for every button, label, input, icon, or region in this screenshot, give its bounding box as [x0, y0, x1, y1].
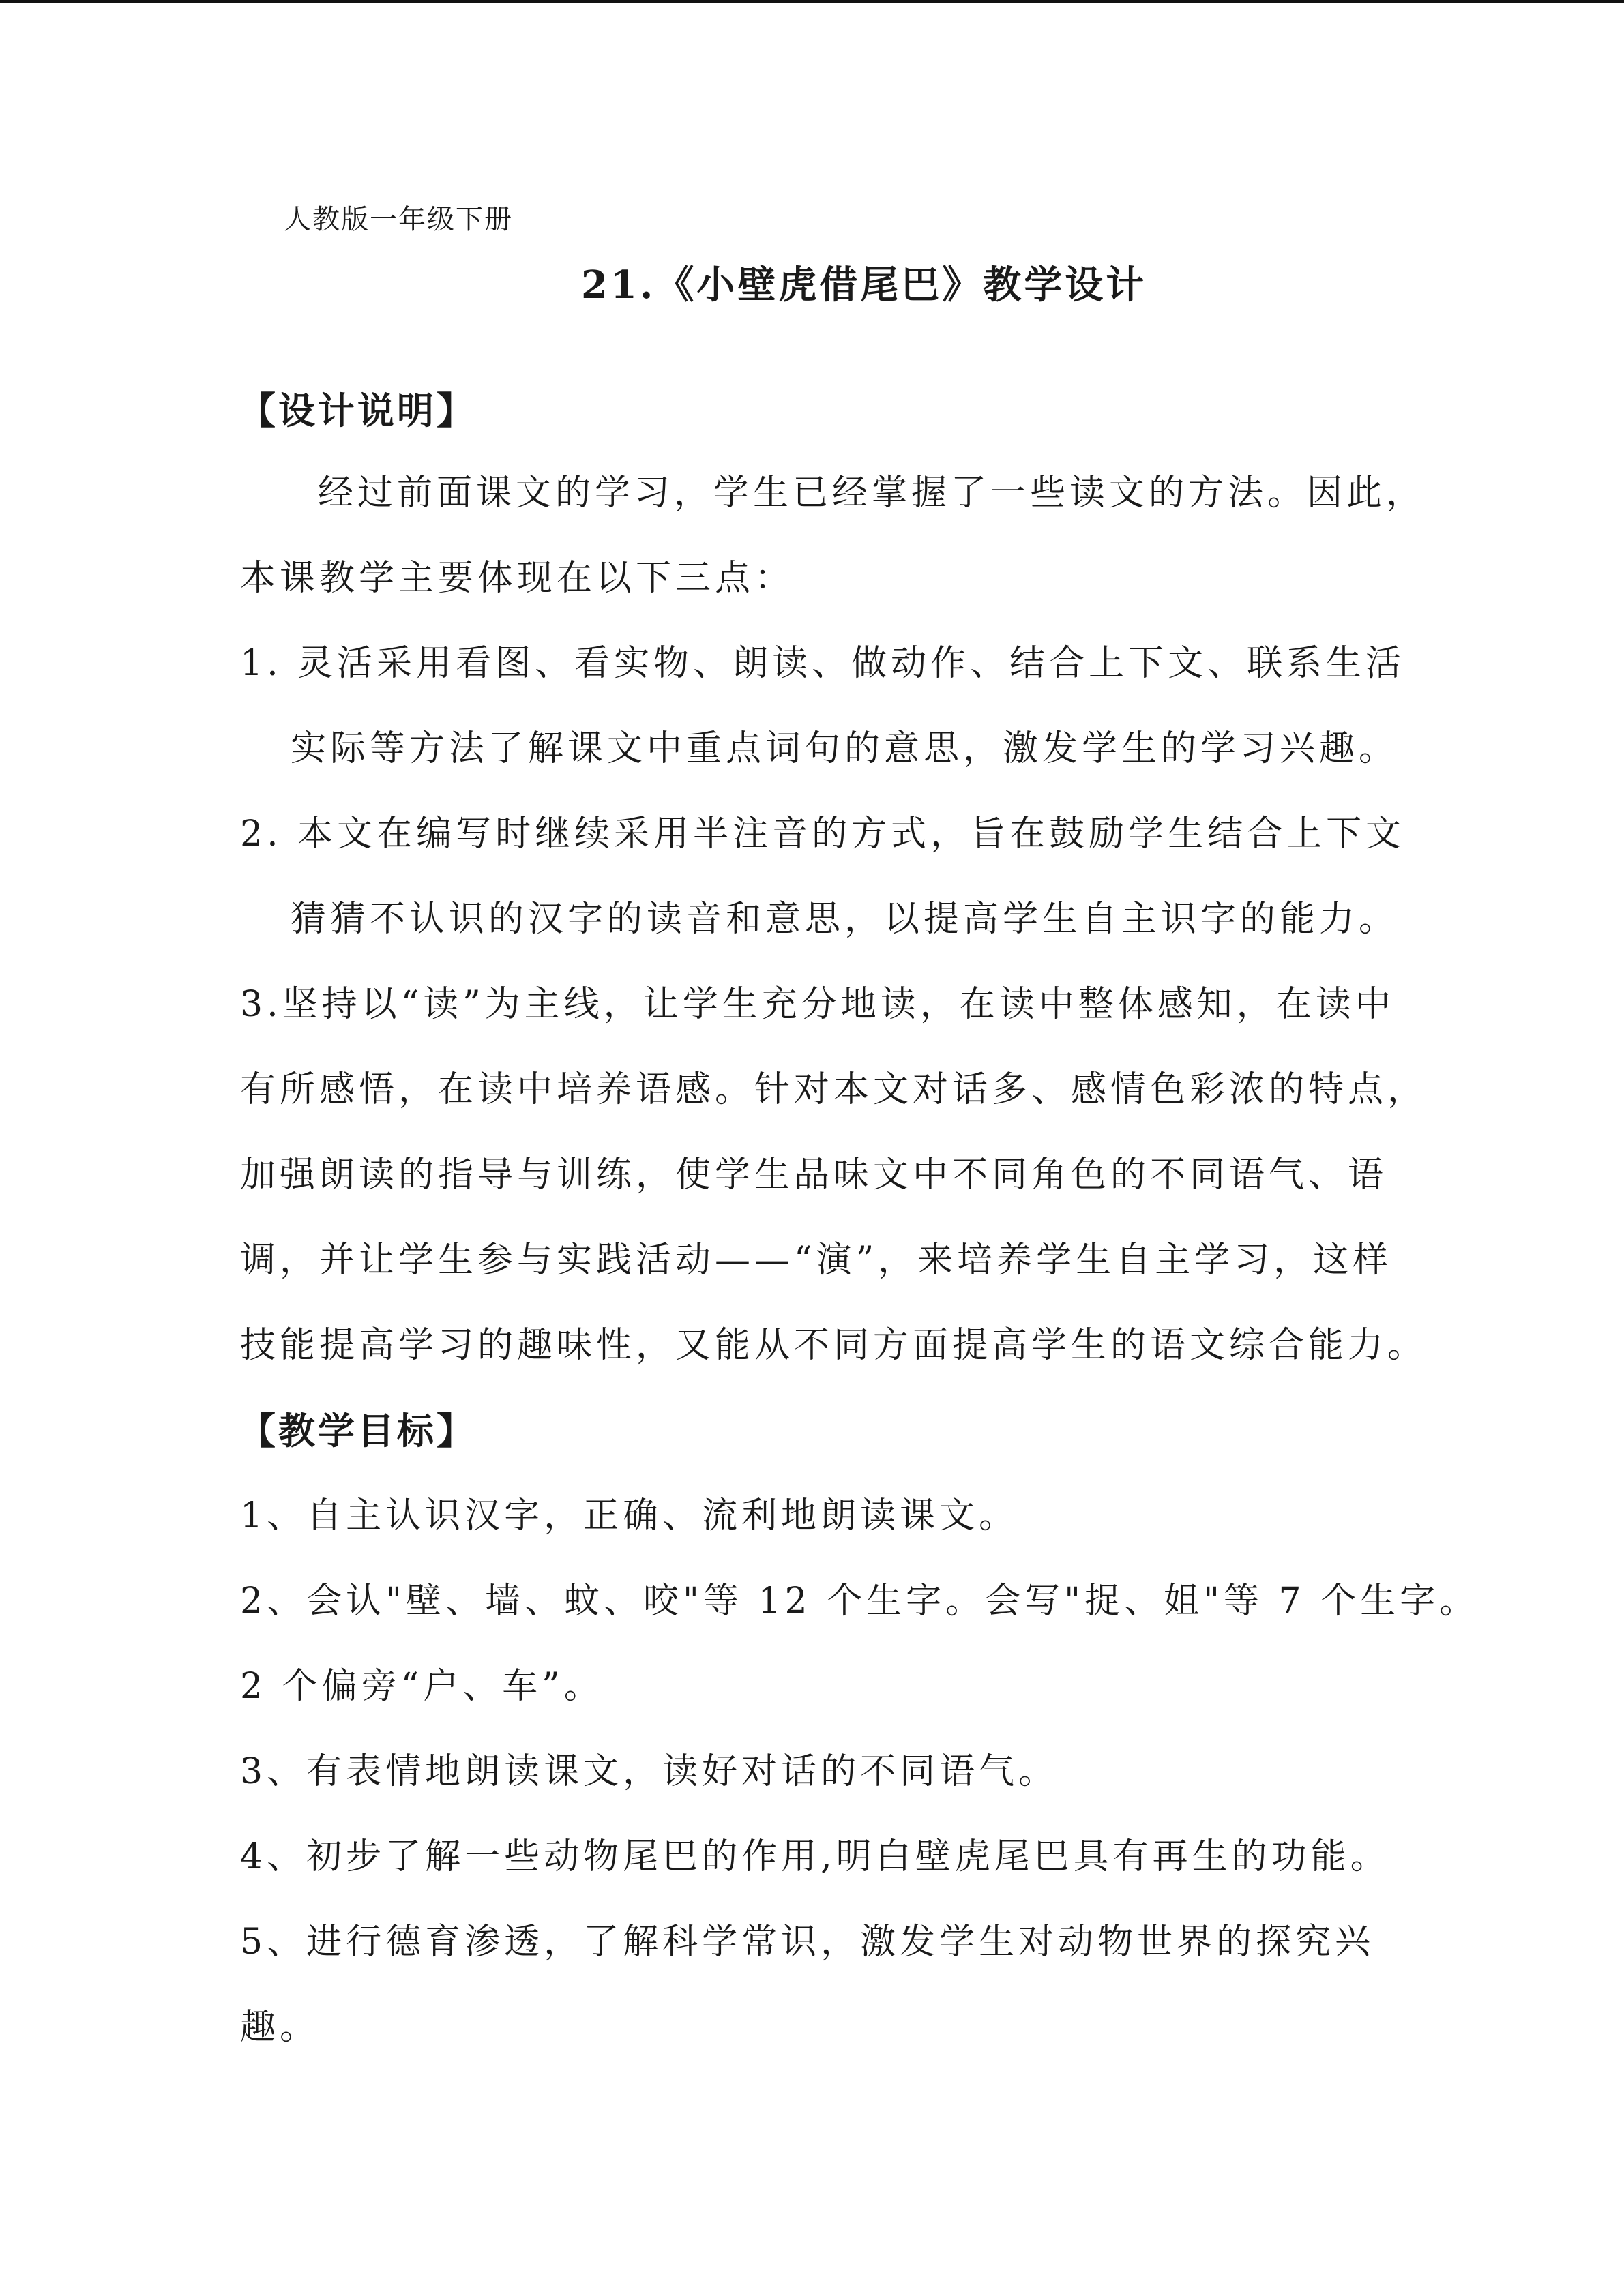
point-3-line-2: 有所感悟，在读中培养语感。针对本文对话多、感情色彩浓的特点，: [240, 1069, 1428, 1110]
point-2-line-2: 猜猜不认识的汉字的读音和意思，以提高学生自主识字的能力。: [291, 899, 1399, 940]
point-1-line-2: 实际等方法了解课文中重点词句的意思，激发学生的学习兴趣。: [291, 728, 1399, 769]
intro-line-2: 本课教学主要体现在以下三点：: [240, 558, 795, 599]
point-3-line-4: 调，并让学生参与实践活动——“演”，来培养学生自主学习，这样: [240, 1240, 1393, 1281]
document-title: 21.《小壁虎借尾巴》教学设计: [581, 263, 1147, 308]
point-1-line-1: 1. 灵活采用看图、看实物、朗读、做动作、结合上下文、联系生活: [240, 643, 1406, 684]
point-2-line-1: 2. 本文在编写时继续采用半注音的方式，旨在鼓励学生结合上下文: [240, 814, 1406, 854]
teaching-goals-heading: 【教学目标】: [239, 1409, 476, 1452]
intro-line-1: 经过前面课文的学习，学生已经掌握了一些读文的方法。因此，: [318, 473, 1426, 513]
goal-4: 4、初步了解一些动物尾巴的作用,明白壁虎尾巴具有再生的功能。: [240, 1836, 1390, 1877]
goal-1: 1、自主认识汉字，正确、流利地朗读课文。: [240, 1495, 1019, 1536]
goal-3: 3、有表情地朗读课文，读好对话的不同语气。: [240, 1751, 1059, 1792]
page-top-border: [0, 0, 1624, 3]
design-notes-heading: 【设计说明】: [239, 389, 476, 432]
point-3-line-1: 3.坚持以“读”为主线，让学生充分地读，在读中整体感知，在读中: [240, 984, 1395, 1025]
goal-2-line-1: 2、会认"壁、墙、蚊、咬"等 12 个生字。会写"捉、姐"等 7 个生字。: [240, 1581, 1479, 1622]
goal-2-line-2: 2 个偏旁“户、车”。: [240, 1666, 604, 1707]
point-3-line-3: 加强朗读的指导与训练，使学生品味文中不同角色的不同语气、语: [240, 1154, 1388, 1195]
goal-5-line-1: 5、进行德育渗透，了解科学常识，激发学生对动物世界的探究兴: [240, 1922, 1375, 1963]
point-3-line-5: 技能提高学习的趣味性，又能从不同方面提高学生的语文综合能力。: [240, 1325, 1428, 1366]
edition-label: 人教版一年级下册: [284, 204, 513, 235]
goal-5-line-2: 趣。: [240, 2007, 320, 2048]
